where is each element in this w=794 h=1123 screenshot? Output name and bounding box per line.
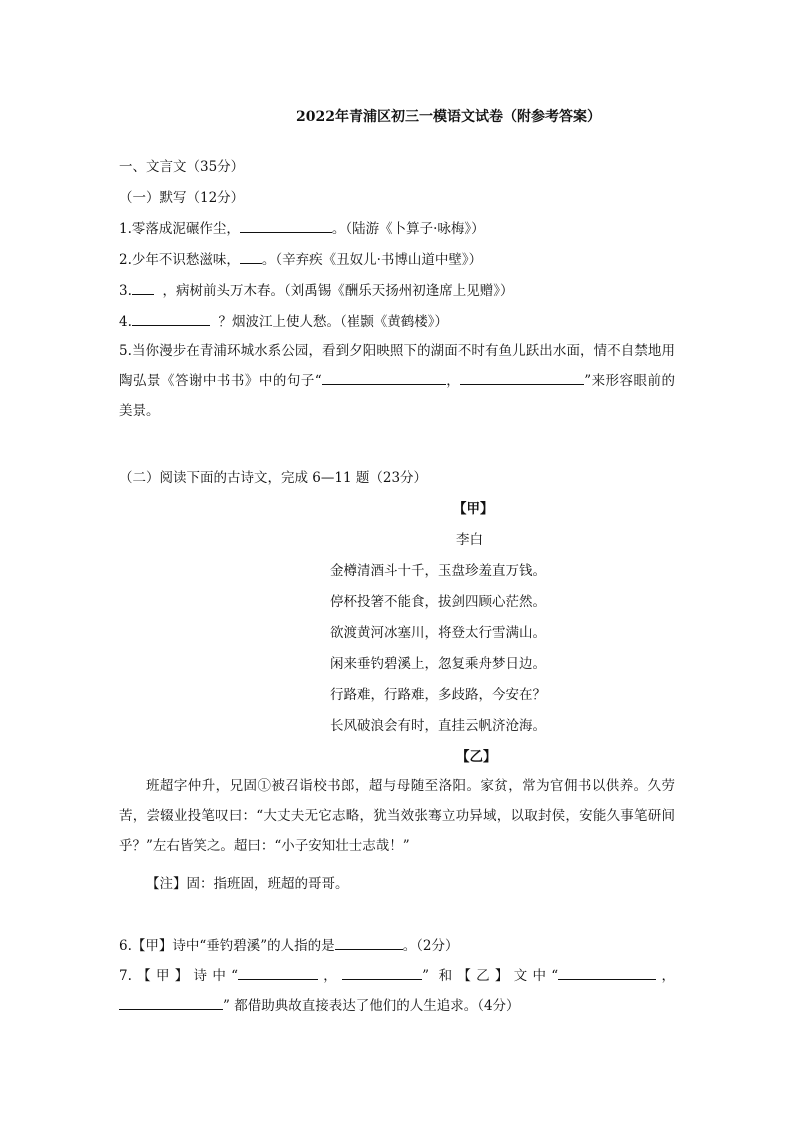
question-4 [119,310,448,330]
question-text: ，病树前头万木春。（刘禹锡《酬乐天扬州初逢席上见赠》） [162,283,514,299]
answer-blank[interactable] [322,370,446,385]
question-text: ， [318,968,343,984]
question-text: ， [656,968,675,984]
question-text: 7.【甲】诗中“ [119,968,239,984]
question-2 [119,248,482,268]
question-text: ， [445,373,461,389]
section-heading: 一、文言文（35分） [119,159,245,175]
question-text: ” 和【乙】文中“ [422,968,559,984]
question-text: 4. [119,314,132,330]
answer-blank[interactable] [342,965,422,980]
question-text: 5.当你漫步在青浦环城水系公园，看到夕阳映照下的湖面不时有鱼儿跃出水面，情不自禁地用陶弘景《答谢中书书》中的句子“ [119,343,675,389]
answer-blank[interactable] [240,218,332,233]
answer-blank[interactable] [335,935,403,950]
part-heading: （二）阅读下面的古诗文，完成 6—11 题（23分） [119,470,428,486]
poem-author: 李白 [456,532,483,548]
prose-passage: 班超字仲升，兄固①被召诣校书郎，超与母随至洛阳。家贫，常为官佣书以供养。久劳苦，尝辍业投笔叹曰：“大丈夫无它志略，犹当效张骞立功异域，以取封侯，安能久事笔研间乎？”左右皆笑之。超曰：“小子安知壮士志哉！” [119,778,675,854]
answer-blank[interactable] [132,311,210,326]
annotation-note: 【注】固：指班固，班超的哥哥。 [146,876,349,892]
poem-line: 闲来垂钓碧溪上，忽复乘舟梦日边。 [330,656,546,672]
answer-blank[interactable] [238,965,318,980]
question-6 [119,934,459,954]
answer-blank[interactable] [119,995,223,1010]
question-text: 1.零落成泥碾作尘， [119,221,240,237]
part-heading: （一）默写（12分） [119,190,245,206]
question-1 [119,217,485,237]
poem-line: 欲渡黄河冰塞川，将登太行雪满山。 [330,625,546,641]
answer-blank[interactable] [460,370,584,385]
passage-label-jia: 【甲】 [453,501,494,517]
question-text: 6.【甲】诗中“垂钓碧溪”的人指的是 [119,938,335,954]
question-text: 。（辛弃疾《丑奴儿·书博山道中壁》） [261,252,483,268]
poem-line: 金樽清酒斗十千，玉盘珍羞直万钱。 [330,563,546,579]
question-text: ？烟波江上使人愁。（崔颢《黄鹤楼》） [218,314,448,330]
question-text: 3. [119,283,132,299]
poem-line: 停杯投箸不能食，拔剑四顾心茫然。 [330,594,546,610]
question-text: 。（2分） [402,938,459,954]
answer-blank[interactable] [240,249,262,264]
question-3 [119,279,513,299]
question-text: ” 都借助典故直接表达了他们的人生追求。（4分） [223,998,520,1014]
page-title: 2022年青浦区初三一模语文试卷（附参考答案） [296,109,601,125]
passage-label-yi: 【乙】 [456,749,497,765]
answer-blank[interactable] [558,965,656,980]
poem-line: 行路难，行路难，多歧路，今安在？ [330,687,546,703]
question-7 [119,961,675,1021]
question-text: 。（陆游《卜算子·咏梅》） [331,221,485,237]
poem-line: 长风破浪会有时，直挂云帆济沧海。 [330,718,546,734]
question-5 [119,336,675,426]
question-text: ”来形容眼前的美景。 [119,373,676,419]
answer-blank[interactable] [132,280,154,295]
question-text: 2.少年不识愁滋味， [119,252,240,268]
